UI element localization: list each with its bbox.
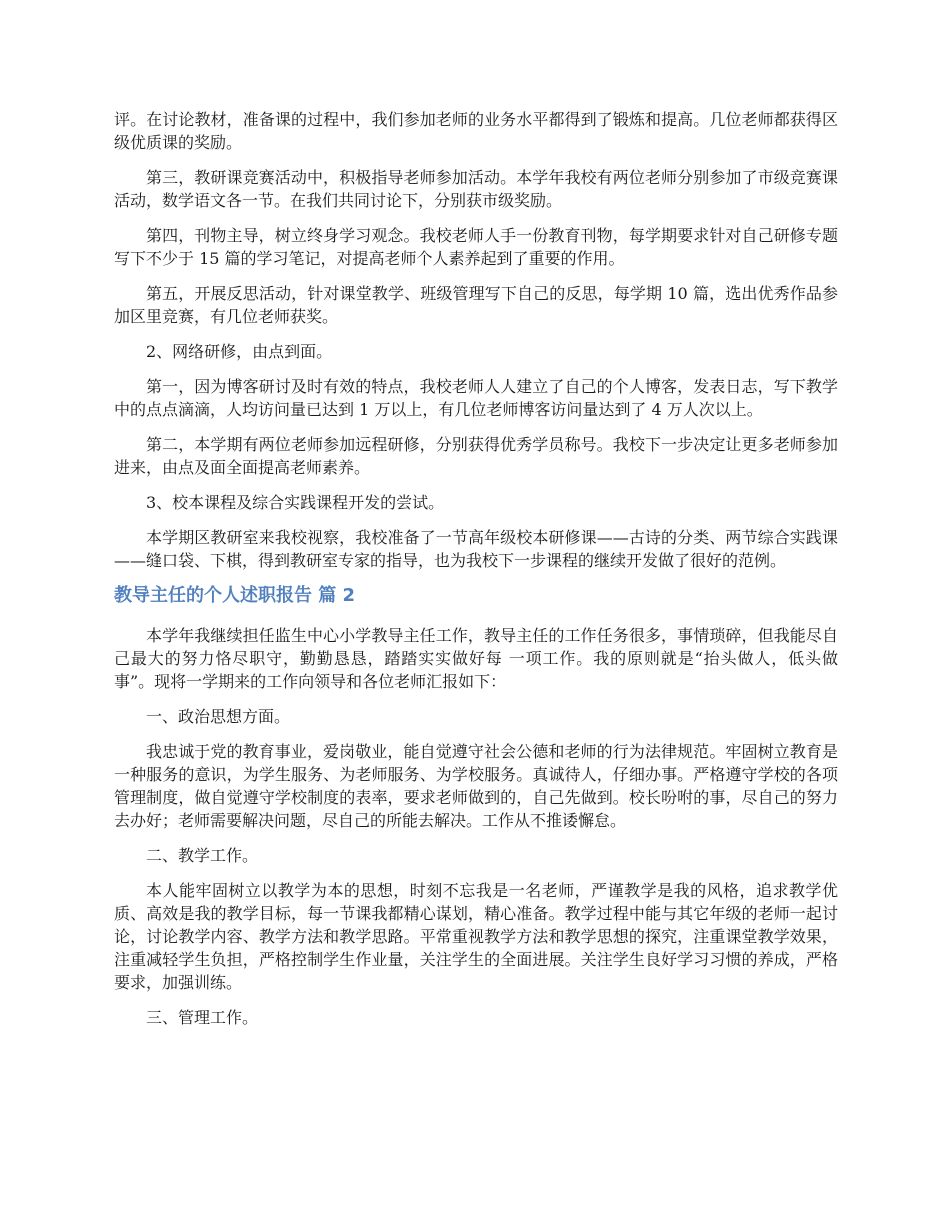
subheading-online-training: 2、网络研修，由点到面。 — [146, 342, 333, 361]
subheading-school-curriculum: 3、校本课程及综合实践课程开发的尝试。 — [146, 493, 445, 512]
subheading-political: 一、政治思想方面。 — [146, 707, 291, 726]
paragraph-continuation: 评。在讨论教材，准备课的过程中，我们参加老师的业务水平都得到了锻炼和提高。几位老师都获得区级优质课的奖励。 — [114, 110, 838, 152]
paragraph-teaching: 本人能牢固树立以教学为本的思想，时刻不忘我是一名老师，严谨教学是我的风格，追求教学优质、高效是我的教学目标，每一节课我都精心谋划，精心准备。教学过程中能与其它年级的老师一起讨论，讨论教学内容、教学方法和教学思路。平常重视教学方法和教学思想的探究，注重课堂教学效果，注重减轻学生负担，严格控制学生作业量，关注学生的全面进展。关注学生良好学习习惯的养成，严格要求，加强训练。 — [114, 881, 838, 992]
subheading-teaching: 二、教学工作。 — [146, 846, 259, 865]
paragraph-intro: 本学年我继续担任监生中心小学教导主任工作，教导主任的工作任务很多，事情琐碎，但我能尽自己最大的努力恪尽职守，勤勤恳恳，踏踏实实做好每 一项工作。我的原则就是“抬头做人，低头做事”。现将一学期来的工作向领导和各位老师汇报如下： — [114, 626, 838, 691]
document-page — [114, 108, 838, 1041]
subheading-management: 三、管理工作。 — [146, 1008, 259, 1027]
paragraph-political: 我忠诚于党的教育事业，爱岗敬业，能自觉遵守社会公德和老师的行为法律规范。牢固树立教育是一种服务的意识，为学生服务、为老师服务、为学校服务。真诚待人，仔细办事。严格遵守学校的各项管理制度，做自觉遵守学校制度的表率，要求老师做到的，自己先做到。校长吩咐的事，尽自己的努力去办好；老师需要解决问题，尽自己的所能去解决。工作从不推诿懈怠。 — [114, 742, 838, 830]
paragraph-third-point: 第三，教研课竞赛活动中，积极指导老师参加活动。本学年我校有两位老师分别参加了市级竞赛课活动，数学语文各一节。在我们共同讨论下，分别获市级奖励。 — [114, 168, 838, 210]
section-title: 教导主任的个人述职报告 篇 2 — [114, 585, 356, 606]
paragraph-curriculum-example: 本学期区教研室来我校视察，我校准备了一节高年级校本研修课——古诗的分类、两节综合实践课——缝口袋、下棋，得到教研室专家的指导，也为我校下一步课程的继续开发做了很好的范例。 — [114, 528, 838, 570]
paragraph-fifth-point: 第五，开展反思活动，针对课堂教学、班级管理写下自己的反思，每学期 10 篇，选出优秀作品参加区里竞赛，有几位老师获奖。 — [114, 284, 838, 326]
paragraph-blog-point: 第一，因为博客研讨及时有效的特点，我校老师人人建立了自己的个人博客，发表日志，写下教学中的点点滴滴，人均访问量已达到 1 万以上，有几位老师博客访问量达到了 4 万人次以上。 — [114, 377, 838, 419]
paragraph-remote-training: 第二，本学期有两位老师参加远程研修，分别获得优秀学员称号。我校下一步决定让更多老师参加进来，由点及面全面提高老师素养。 — [114, 435, 838, 477]
paragraph-fourth-point: 第四，刊物主导，树立终身学习观念。我校老师人手一份教育刊物，每学期要求针对自己研修专题写下不少于 15 篇的学习笔记，对提高老师个人素养起到了重要的作用。 — [114, 226, 838, 268]
